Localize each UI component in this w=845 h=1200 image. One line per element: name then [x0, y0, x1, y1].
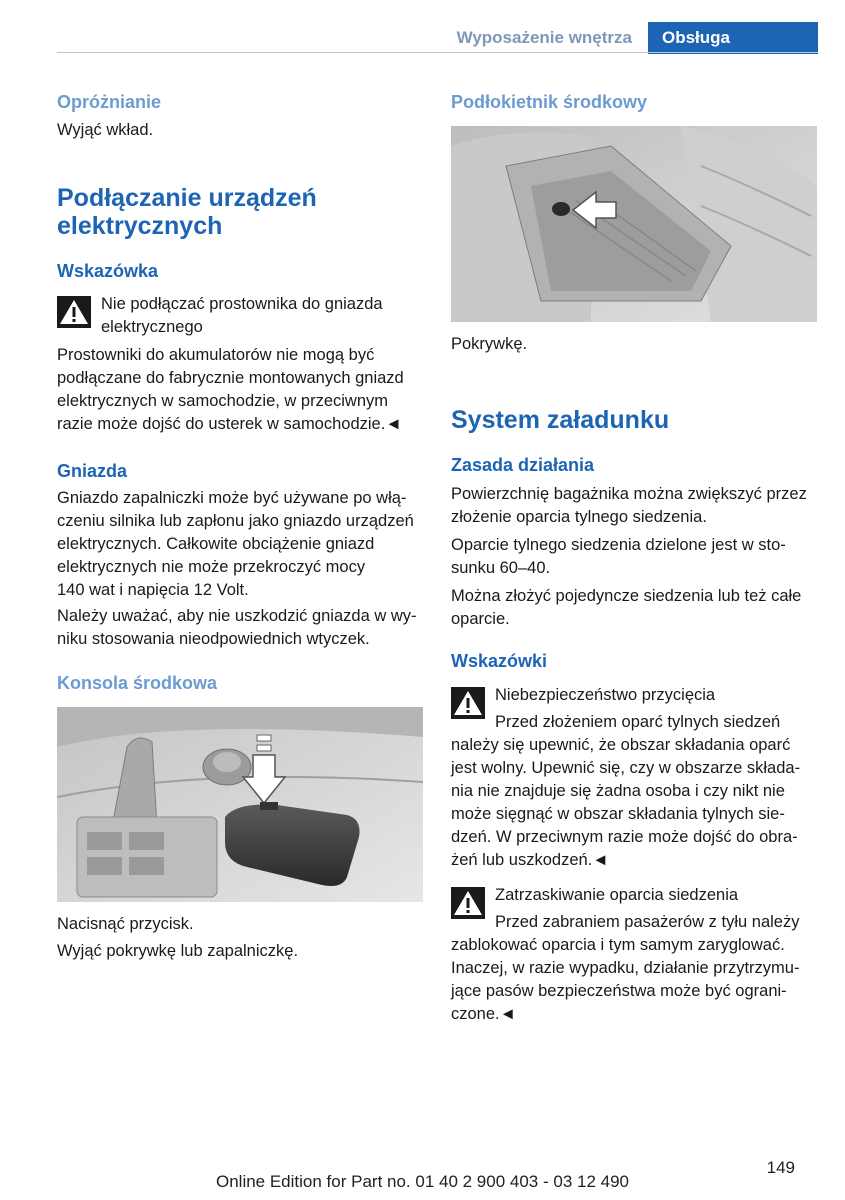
header-section-title: Wyposażenie wnętrza	[456, 28, 632, 47]
socket-heading: Gniazda	[57, 461, 128, 481]
warning1-body-line: podłączane do fabrycznie montowanych gniazd	[57, 369, 404, 387]
warning1-body-line: Prostowniki do akumulatorów nie mogą być	[57, 346, 375, 364]
warning1-body	[57, 344, 404, 436]
warning3-body-line: zablokować oparcia i tym samym zaryglować.	[451, 936, 785, 954]
warning3-body-line: czone.◄	[451, 1005, 516, 1023]
console-text-2: Wyjąć pokrywkę lub zapalniczkę.	[57, 942, 299, 960]
socket-body-2	[57, 605, 417, 651]
principle-line: Oparcie tylnego siedzenia dzielone jest w sto‐	[451, 536, 786, 554]
console-text-1: Nacisnąć przycisk.	[57, 915, 194, 933]
principle-body-3	[451, 585, 801, 631]
warning2-body-line: należy się upewnić, że obszar składania oparć	[451, 736, 791, 754]
principle-line: Powierzchnię bagażnika można zwiększyć przez	[451, 485, 807, 503]
edition-footer: Online Edition for Part no. 01 40 2 900 403 - 03 12 490	[215, 1172, 629, 1191]
console-heading: Konsola środkowa	[57, 673, 218, 693]
emptying-heading: Opróżnianie	[57, 92, 162, 112]
warning3-body-line: jące pasów bezpieczeństwa może być ograni‐	[451, 982, 787, 1000]
connect-heading-line2: elektrycznych	[57, 212, 223, 240]
center-console-image	[57, 707, 423, 902]
warning3-body	[451, 934, 799, 1026]
warning2-body-line: żeń lub uszkodzeń.◄	[451, 851, 609, 869]
principle-line: oparcie.	[451, 610, 510, 628]
warning3-body-line: Inaczej, w razie wypadku, działanie przytrzymu‐	[451, 959, 800, 977]
notes-heading: Wskazówki	[451, 651, 548, 671]
armrest-heading: Podłokietnik środkowy	[451, 92, 648, 112]
warning3-line1: Przed zabraniem pasażerów z tyłu należy	[495, 913, 800, 931]
socket-body-line: elektrycznych nie może przekroczyć mocy	[57, 558, 366, 576]
socket-body	[57, 487, 414, 602]
socket-body2-line: niku stosowania nieodpowiednich wtyczek.	[57, 630, 370, 648]
socket-body-line: Gniazdo zapalniczki może być używane po włą‐	[57, 489, 407, 507]
principle-heading: Zasada działania	[451, 455, 595, 475]
loading-system-heading: System załadunku	[451, 406, 670, 434]
principle-body-1	[451, 483, 807, 529]
socket-body-line: elektrycznych. Całkowite obciążenie gniazd	[57, 535, 375, 553]
warning2-body-line: dzeń. W przeciwnym razie może dojść do obra‐	[451, 828, 798, 846]
principle-line: sunku 60–40.	[451, 559, 551, 577]
principle-body-2	[451, 534, 786, 580]
page-number: 149	[766, 1158, 795, 1177]
warning-triangle-icon	[57, 296, 91, 328]
warning2-body-line: nia nie znajduje się żadna osoba i czy nikt nie	[451, 782, 785, 800]
warning1-body-line: elektrycznych w samochodzie, w przeciwnym	[57, 392, 389, 410]
warning-triangle-icon	[451, 887, 485, 919]
warning1-body-line: razie może dojść do usterek w samochodzie.◄	[57, 415, 402, 433]
warning1-title-cont: elektrycznego	[101, 318, 203, 336]
header-divider	[57, 52, 818, 53]
warning2-line1: Przed złożeniem oparć tylnych siedzeń	[495, 713, 781, 731]
warning2-title: Niebezpieczeństwo przycięcia	[495, 686, 716, 704]
connect-heading-line1: Podłączanie urządzeń	[57, 184, 317, 212]
socket-body-line: czeniu silnika lub zapłonu jako gniazdo urządzeń	[57, 512, 414, 530]
warning1-title: Nie podłączać prostownika do gniazda	[101, 295, 383, 313]
principle-line: złożenie oparcia tylnego siedzenia.	[451, 508, 707, 526]
socket-body-line: 140 wat i napięcia 12 Volt.	[57, 581, 249, 599]
warning2-body	[451, 734, 800, 872]
note-heading: Wskazówka	[57, 261, 159, 281]
warning3-title: Zatrzaskiwanie oparcia siedzenia	[495, 886, 739, 904]
warning2-body-line: może sięgnąć w obszar składania tylnych sie‐	[451, 805, 785, 823]
emptying-text: Wyjąć wkład.	[57, 121, 154, 139]
armrest-text: Pokrywkę.	[451, 335, 528, 353]
warning-triangle-icon	[451, 687, 485, 719]
principle-line: Można złożyć pojedyncze siedzenia lub też całe	[451, 587, 802, 605]
socket-body2-line: Należy uważać, aby nie uszkodzić gniazda w wy‐	[57, 607, 417, 625]
center-armrest-image	[451, 126, 817, 322]
warning2-body-line: jest wolny. Upewnić się, czy w obszarze składa‐	[451, 759, 801, 777]
header-chapter-tab: Obsługa	[648, 22, 818, 54]
